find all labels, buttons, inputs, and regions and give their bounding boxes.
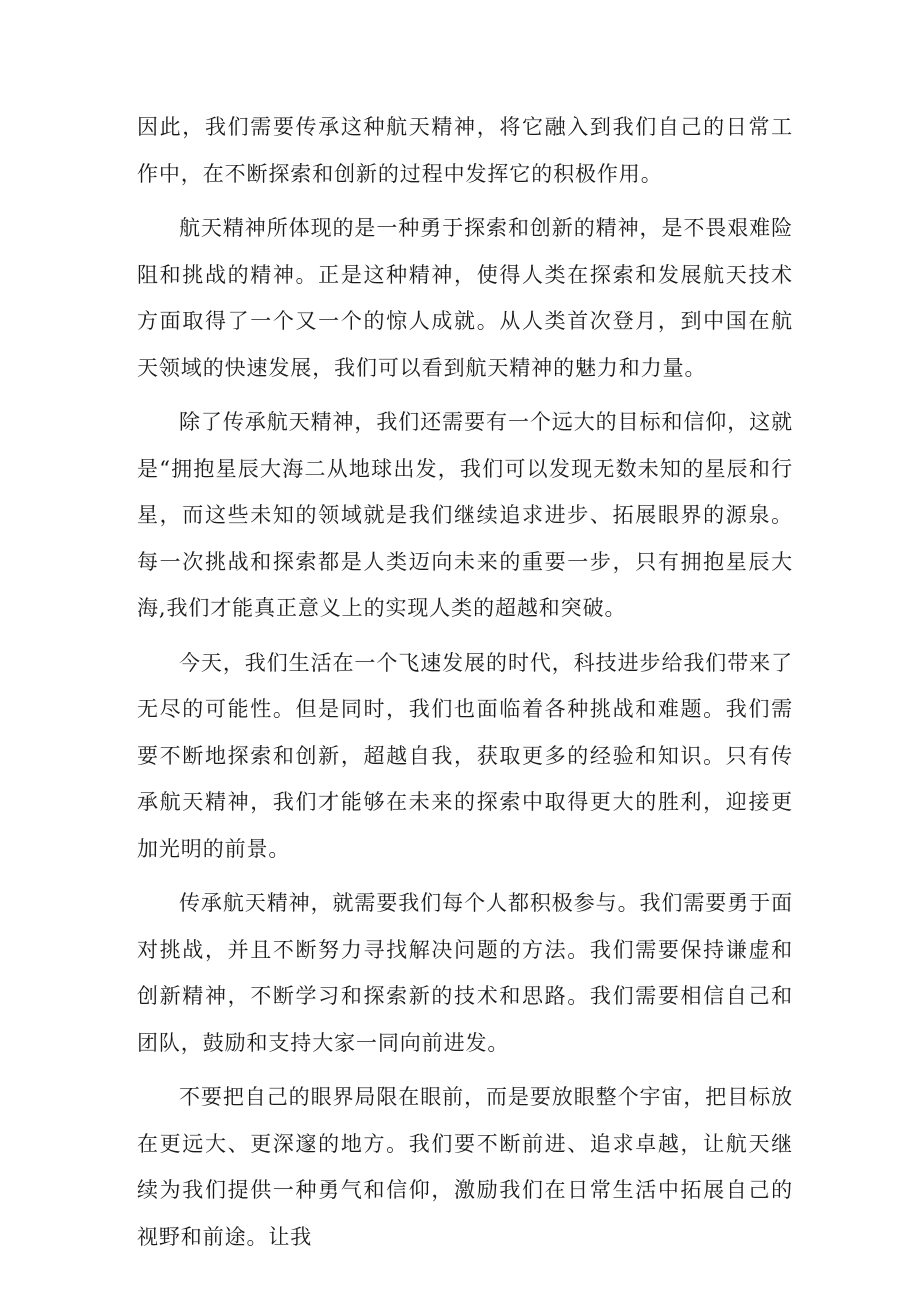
paragraph-4: 今天，我们生活在一个飞速发展的时代，科技进步给我们带来了无尽的可能性。但是同时，我们也面临着各种挑战和难题。我们需要不断地探索和创新，超越自我，获取更多的经验和知识。只有传承航天精神，我们才能够在未来的探索中取得更大的胜利，迎接更加光明的前景。 — [137, 650, 793, 861]
paragraph-3: 除了传承航天精神，我们还需要有一个远大的目标和信仰，这就是“拥抱星辰大海二从地球出发，我们可以发现无数未知的星辰和行星，而这些未知的领域就是我们继续追求进步、拓展眼界的源泉。每一次挑战和探索都是人类迈向未来的重要一步，只有拥抱星辰大海,我们才能真正意义上的实现人类的超越和突破。 — [137, 410, 793, 620]
paragraph-1: 因此，我们需要传承这种航天精神，将它融入到我们自己的日常工作中，在不断探索和创新的过程中发挥它的积极作用。 — [137, 115, 793, 186]
paragraph-5: 传承航天精神，就需要我们每个人都积极参与。我们需要勇于面对挑战，并且不断努力寻找解决问题的方法。我们需要保持谦虚和创新精神，不断学习和探索新的技术和思路。我们需要相信自己和团队，鼓励和支持大家一同向前进发。 — [137, 891, 793, 1055]
paragraph-6: 不要把自己的眼界局限在眼前，而是要放眼整个宇宙，把目标放在更远大、更深邃的地方。我们要不断前进、追求卓越，让航天继续为我们提供一种勇气和信仰，激励我们在日常生活中拓展自己的视野和前途。让我 — [137, 1085, 793, 1249]
paragraph-2: 航天精神所体现的是一种勇于探索和创新的精神，是不畏艰难险阻和挑战的精神。正是这种精神，使得人类在探索和发展航天技术方面取得了一个又一个的惊人成就。从人类首次登月，到中国在航天领域的快速发展，我们可以看到航天精神的魅力和力量。 — [137, 216, 793, 380]
document-body — [137, 104, 793, 1260]
